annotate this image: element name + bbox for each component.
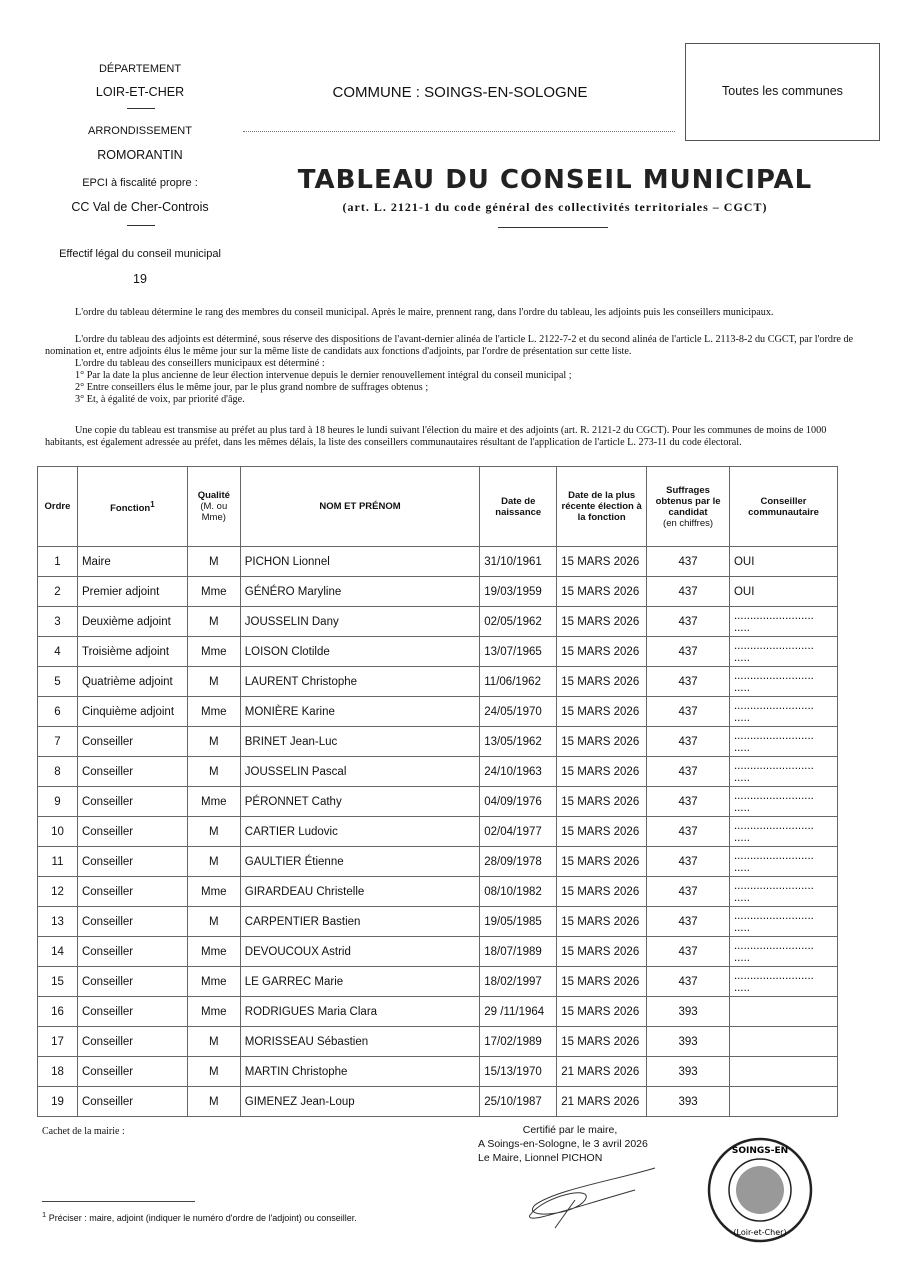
cell-election: 15 MARS 2026 [557, 697, 647, 727]
cell-suffrages: 393 [647, 997, 730, 1027]
cell-election: 15 MARS 2026 [557, 727, 647, 757]
cell-election: 15 MARS 2026 [557, 907, 647, 937]
cell-naissance: 13/07/1965 [480, 637, 557, 667]
col-qualite [187, 467, 240, 547]
cell-suffrages: 437 [647, 817, 730, 847]
cell-naissance: 18/02/1997 [480, 967, 557, 997]
cell-ordre: 10 [38, 817, 78, 847]
commune: COMMUNE : SOINGS-EN-SOLOGNE [332, 84, 588, 101]
cell-ordre: 2 [38, 577, 78, 607]
cell-communautaire: ......................... ..... [729, 877, 837, 907]
cell-election: 15 MARS 2026 [557, 997, 647, 1027]
cell-qualite: M [187, 547, 240, 577]
arrondissement-label: ARRONDISSEMENT [88, 125, 192, 137]
footnote-divider [42, 1201, 195, 1202]
cell-communautaire [729, 1027, 837, 1057]
cell-nom: JOUSSELIN Dany [240, 607, 480, 637]
cell-suffrages: 437 [647, 847, 730, 877]
cell-nom: GÉNÉRO Maryline [240, 577, 480, 607]
cell-communautaire: ......................... ..... [729, 817, 837, 847]
cell-fonction: Conseiller [77, 1087, 187, 1117]
cell-naissance: 19/03/1959 [480, 577, 557, 607]
table-row [38, 1057, 838, 1087]
cell-naissance: 17/02/1989 [480, 1027, 557, 1057]
col-naissance: Date de naissance [480, 467, 557, 547]
cell-suffrages: 437 [647, 667, 730, 697]
table-row [38, 667, 838, 697]
cell-election: 15 MARS 2026 [557, 637, 647, 667]
cell-ordre: 15 [38, 967, 78, 997]
footnote-ref: 1 [150, 499, 155, 509]
cell-nom: GIMENEZ Jean-Loup [240, 1087, 480, 1117]
col-fonction-label: Fonction [110, 503, 151, 515]
signature [515, 1160, 665, 1230]
cell-suffrages: 437 [647, 727, 730, 757]
cell-communautaire: ......................... ..... [729, 637, 837, 667]
cell-suffrages: 437 [647, 967, 730, 997]
table-row [38, 607, 838, 637]
divider [498, 227, 608, 228]
cell-ordre: 17 [38, 1027, 78, 1057]
table-row [38, 937, 838, 967]
table-row [38, 757, 838, 787]
cell-nom: JOUSSELIN Pascal [240, 757, 480, 787]
col-fonction [77, 467, 187, 547]
cell-nom: MORISSEAU Sébastien [240, 1027, 480, 1057]
cell-ordre: 1 [38, 547, 78, 577]
footnote-mark: 1 [42, 1210, 47, 1219]
table-row [38, 877, 838, 907]
cell-naissance: 18/07/1989 [480, 937, 557, 967]
cell-communautaire: ......................... ..... [729, 607, 837, 637]
cell-fonction: Conseiller [77, 937, 187, 967]
cell-nom: CARTIER Ludovic [240, 817, 480, 847]
cell-suffrages: 437 [647, 607, 730, 637]
cell-election: 21 MARS 2026 [557, 1057, 647, 1087]
col-suffrages-label: Suffrages obtenus par le candidat [655, 484, 721, 518]
paragraph: Une copie du tableau est transmise au préfet au plus tard à 18 heures le lundi suivant l'élection du maire et des adjoints (art. R. 2121-2 du CGCT). Pour les communes de moins de 1000 habitants, est également adressée au préfet, dans les mêmes délais, la liste des conseillers communautaires résultant de l'application de l'article L. 273-11 du code électoral. [45, 425, 827, 449]
cell-naissance: 04/09/1976 [480, 787, 557, 817]
col-communautaire: Conseiller communautaire [729, 467, 837, 547]
table-row [38, 577, 838, 607]
cachet-label: Cachet de la mairie : [42, 1126, 125, 1137]
cell-fonction: Maire [77, 547, 187, 577]
cell-election: 15 MARS 2026 [557, 607, 647, 637]
col-election: Date de la plus récente élection à la fonction [557, 467, 647, 547]
paragraph: 2° Entre conseillers élus le même jour, par le plus grand nombre de suffrages obtenus ; [75, 382, 429, 393]
cell-ordre: 19 [38, 1087, 78, 1117]
table-row [38, 1027, 838, 1057]
page-title: TABLEAU DU CONSEIL MUNICIPAL [297, 165, 813, 195]
cell-fonction: Conseiller [77, 787, 187, 817]
cell-communautaire: ......................... ..... [729, 847, 837, 877]
cell-fonction: Conseiller [77, 907, 187, 937]
table-row [38, 817, 838, 847]
cell-nom: GIRARDEAU Christelle [240, 877, 480, 907]
cell-suffrages: 437 [647, 547, 730, 577]
cell-nom: GAULTIER Étienne [240, 847, 480, 877]
cell-fonction: Quatrième adjoint [77, 667, 187, 697]
cell-communautaire: ......................... ..... [729, 967, 837, 997]
cell-naissance: 11/06/1962 [480, 667, 557, 697]
cell-fonction: Troisième adjoint [77, 637, 187, 667]
cell-nom: LOISON Clotilde [240, 637, 480, 667]
cell-communautaire: ......................... ..... [729, 757, 837, 787]
cell-fonction: Conseiller [77, 967, 187, 997]
cell-election: 15 MARS 2026 [557, 667, 647, 697]
paragraph: 3° Et, à égalité de voix, par priorité d'âge. [75, 394, 245, 405]
arrondissement: ROMORANTIN [97, 148, 183, 162]
cell-communautaire [729, 1087, 837, 1117]
epci-label: EPCI à fiscalité propre : [82, 177, 198, 189]
cell-election: 15 MARS 2026 [557, 757, 647, 787]
cell-election: 15 MARS 2026 [557, 877, 647, 907]
cell-qualite: Mme [187, 937, 240, 967]
cell-election: 15 MARS 2026 [557, 967, 647, 997]
cell-qualite: Mme [187, 877, 240, 907]
cell-nom: CARPENTIER Bastien [240, 907, 480, 937]
cell-naissance: 24/10/1963 [480, 757, 557, 787]
cell-fonction: Conseiller [77, 817, 187, 847]
table-header [38, 467, 838, 547]
cell-qualite: M [187, 907, 240, 937]
cell-ordre: 16 [38, 997, 78, 1027]
table-row [38, 847, 838, 877]
stamp-bottom: (Loir-et-Cher) [733, 1228, 787, 1237]
cell-naissance: 15/13/1970 [480, 1057, 557, 1087]
col-suffrages-sub: (en chiffres) [663, 517, 714, 529]
col-nom: NOM ET PRÉNOM [240, 467, 480, 547]
mairie-stamp [705, 1135, 815, 1245]
cell-communautaire: OUI [729, 547, 837, 577]
cell-suffrages: 437 [647, 937, 730, 967]
departement-label: DÉPARTEMENT [98, 63, 182, 75]
cell-ordre: 6 [38, 697, 78, 727]
table-row [38, 727, 838, 757]
cell-suffrages: 393 [647, 1087, 730, 1117]
cell-qualite: M [187, 847, 240, 877]
cell-qualite: Mme [187, 787, 240, 817]
cell-election: 15 MARS 2026 [557, 937, 647, 967]
cell-ordre: 13 [38, 907, 78, 937]
cell-ordre: 8 [38, 757, 78, 787]
cell-naissance: 24/05/1970 [480, 697, 557, 727]
col-suffrages [647, 467, 730, 547]
cell-nom: DEVOUCOUX Astrid [240, 937, 480, 967]
cell-communautaire: ......................... ..... [729, 667, 837, 697]
cell-qualite: Mme [187, 637, 240, 667]
cell-suffrages: 437 [647, 787, 730, 817]
cell-ordre: 5 [38, 667, 78, 697]
cell-naissance: 13/05/1962 [480, 727, 557, 757]
paragraph: L'ordre du tableau détermine le rang des membres du conseil municipal. Après le maire, prennent rang, dans l'ordre du tableau, les adjoints puis les conseillers municipaux. [75, 307, 774, 318]
cell-naissance: 25/10/1987 [480, 1087, 557, 1117]
cell-qualite: M [187, 667, 240, 697]
cell-qualite: Mme [187, 997, 240, 1027]
divider [127, 225, 155, 226]
cell-election: 15 MARS 2026 [557, 547, 647, 577]
cell-ordre: 11 [38, 847, 78, 877]
paragraph: L'ordre du tableau des conseillers municipaux est déterminé : [75, 358, 325, 369]
cell-election: 15 MARS 2026 [557, 577, 647, 607]
cell-nom: MARTIN Christophe [240, 1057, 480, 1087]
col-ordre: Ordre [38, 467, 78, 547]
effectif: 19 [133, 272, 147, 286]
cell-communautaire: ......................... ..... [729, 907, 837, 937]
cell-communautaire: OUI [729, 577, 837, 607]
cell-qualite: Mme [187, 577, 240, 607]
certif-line-3: Le Maire, Lionnel PICHON [478, 1152, 603, 1164]
departement: LOIR-ET-CHER [95, 85, 185, 99]
cell-fonction: Conseiller [77, 847, 187, 877]
cell-qualite: M [187, 727, 240, 757]
cell-ordre: 12 [38, 877, 78, 907]
cell-communautaire [729, 1057, 837, 1087]
paragraph: 1° Par la date la plus ancienne de leur élection intervenue depuis le dernier renouvellement intégral du conseil municipal ; [75, 370, 572, 381]
cell-nom: LAURENT Christophe [240, 667, 480, 697]
table-row [38, 787, 838, 817]
effectif-label: Effectif légal du conseil municipal [59, 248, 221, 260]
col-qualite-label: Qualité [197, 490, 230, 501]
cell-ordre: 7 [38, 727, 78, 757]
divider [127, 108, 155, 109]
cell-qualite: Mme [187, 967, 240, 997]
dotted-divider [243, 131, 675, 132]
page-subtitle: (art. L. 2121-1 du code général des collectivités territoriales – CGCT) [342, 200, 768, 214]
cell-fonction: Conseiller [77, 1057, 187, 1087]
cell-qualite: M [187, 1057, 240, 1087]
cell-naissance: 08/10/1982 [480, 877, 557, 907]
cell-fonction: Conseiller [77, 1027, 187, 1057]
cell-naissance: 02/04/1977 [480, 817, 557, 847]
cell-qualite: M [187, 817, 240, 847]
table-row [38, 1087, 838, 1117]
cell-election: 15 MARS 2026 [557, 1027, 647, 1057]
cell-qualite: M [187, 1027, 240, 1057]
cell-suffrages: 437 [647, 637, 730, 667]
svg-text:SOINGS-EN: SOINGS-EN [731, 1146, 789, 1156]
cell-naissance: 29 /11/1964 [480, 997, 557, 1027]
cell-fonction: Conseiller [77, 757, 187, 787]
cell-naissance: 28/09/1978 [480, 847, 557, 877]
paragraph: L'ordre du tableau des adjoints est déterminé, sous réserve des dispositions de l'avant-dernier alinéa de l'article L. 2122-7-2 et du second alinéa de l'article L. 2113-8-2 du CGCT, par l'ordre de nomination et, entre adjoints élus le même jour sur la même liste de candidats aux fonctions d'adjoints, par l'ordre de présentation sur cette liste. [45, 334, 854, 358]
cell-nom: RODRIGUES Maria Clara [240, 997, 480, 1027]
cell-suffrages: 437 [647, 697, 730, 727]
table-row [38, 547, 838, 577]
table-row [38, 697, 838, 727]
cell-nom: LE GARREC Marie [240, 967, 480, 997]
cell-qualite: M [187, 1087, 240, 1117]
cell-ordre: 9 [38, 787, 78, 817]
cell-suffrages: 393 [647, 1027, 730, 1057]
cell-communautaire: ......................... ..... [729, 697, 837, 727]
cell-communautaire: ......................... ..... [729, 787, 837, 817]
cell-ordre: 3 [38, 607, 78, 637]
col-qualite-sub: (M. ou Mme) [200, 501, 228, 523]
cell-fonction: Conseiller [77, 727, 187, 757]
council-table [37, 466, 838, 1117]
cell-naissance: 02/05/1962 [480, 607, 557, 637]
cell-election: 15 MARS 2026 [557, 847, 647, 877]
cell-qualite: M [187, 757, 240, 787]
table-row [38, 637, 838, 667]
cell-nom: PÉRONNET Cathy [240, 787, 480, 817]
table-row [38, 997, 838, 1027]
cell-fonction: Conseiller [77, 877, 187, 907]
cell-ordre: 18 [38, 1057, 78, 1087]
cell-fonction: Conseiller [77, 997, 187, 1027]
cell-election: 15 MARS 2026 [557, 817, 647, 847]
cell-suffrages: 437 [647, 757, 730, 787]
cell-naissance: 19/05/1985 [480, 907, 557, 937]
cell-ordre: 14 [38, 937, 78, 967]
footnote [42, 1210, 357, 1223]
cell-fonction: Premier adjoint [77, 577, 187, 607]
cell-suffrages: 437 [647, 577, 730, 607]
cell-communautaire: ......................... ..... [729, 937, 837, 967]
cell-nom: BRINET Jean-Luc [240, 727, 480, 757]
cell-nom: PICHON Lionnel [240, 547, 480, 577]
scope-box: Toutes les communes [685, 43, 880, 141]
cell-ordre: 4 [38, 637, 78, 667]
cell-fonction: Cinquième adjoint [77, 697, 187, 727]
cell-qualite: M [187, 607, 240, 637]
cell-nom: MONIÈRE Karine [240, 697, 480, 727]
certif-line-2: A Soings-en-Sologne, le 3 avril 2026 [478, 1138, 648, 1150]
cell-communautaire [729, 997, 837, 1027]
cell-qualite: Mme [187, 697, 240, 727]
cell-naissance: 31/10/1961 [480, 547, 557, 577]
certif-line-1: Certifié par le maire, [522, 1124, 618, 1136]
cell-suffrages: 393 [647, 1057, 730, 1087]
table-row [38, 967, 838, 997]
cell-suffrages: 437 [647, 877, 730, 907]
cell-election: 21 MARS 2026 [557, 1087, 647, 1117]
epci: CC Val de Cher-Controis [71, 200, 209, 214]
table-row [38, 907, 838, 937]
cell-fonction: Deuxième adjoint [77, 607, 187, 637]
cell-election: 15 MARS 2026 [557, 787, 647, 817]
cell-communautaire: ......................... ..... [729, 727, 837, 757]
footnote-text: Préciser : maire, adjoint (indiquer le numéro d'ordre de l'adjoint) ou conseiller. [48, 1213, 357, 1223]
cell-suffrages: 437 [647, 907, 730, 937]
